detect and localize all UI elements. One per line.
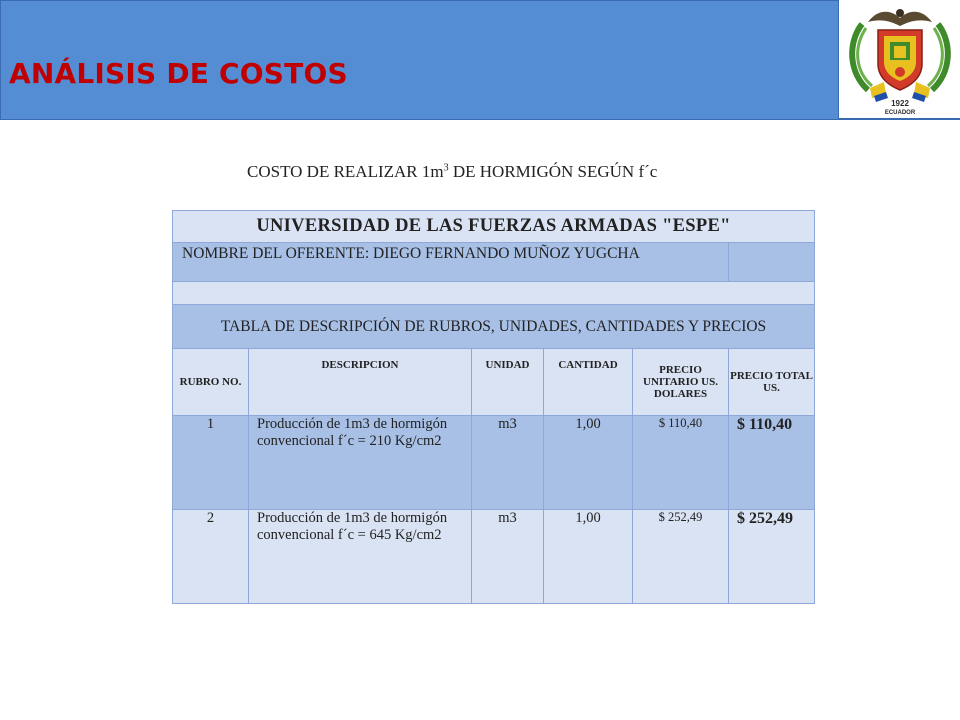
blank-cell xyxy=(173,282,815,305)
header-precio-unitario: PRECIO UNITARIO US. DOLARES xyxy=(633,349,729,416)
cell-rubro: 1 xyxy=(173,416,249,510)
institution-name: UNIVERSIDAD DE LAS FUERZAS ARMADAS "ESPE" xyxy=(173,211,815,243)
cell-rubro: 2 xyxy=(173,510,249,604)
header-rubro: RUBRO NO. xyxy=(173,349,249,416)
table-row xyxy=(173,416,815,510)
page-title: ANÁLISIS DE COSTOS xyxy=(9,57,348,90)
cell-cantidad: 1,00 xyxy=(544,416,633,510)
cell-unidad: m3 xyxy=(472,510,544,604)
caption-superscript: 3 xyxy=(443,162,449,174)
caption-suffix: DE HORMIGÓN SEGÚN f´c xyxy=(448,162,658,181)
cell-descripcion: Producción de 1m3 de hormigón convencional f´c = 645 Kg/cm2 xyxy=(249,510,472,604)
cell-precio-unitario: $ 110,40 xyxy=(633,416,729,510)
cost-table xyxy=(172,210,815,604)
caption-prefix: COSTO DE REALIZAR 1m xyxy=(247,162,444,181)
cell-precio-unitario: $ 252,49 xyxy=(633,510,729,604)
column-header-row xyxy=(173,349,815,416)
header-precio-total: PRECIO TOTAL US. xyxy=(729,349,815,416)
cell-precio-total: $ 110,40 xyxy=(729,416,815,510)
cell-descripcion: Producción de 1m3 de hormigón convencional f´c = 210 Kg/cm2 xyxy=(249,416,472,510)
description-title-row xyxy=(173,305,815,349)
oferente-name: NOMBRE DEL OFERENTE: DIEGO FERNANDO MUÑOZ YUGCHA xyxy=(173,243,729,282)
emblem-country: ECUADOR xyxy=(884,110,916,116)
description-title: TABLA DE DESCRIPCIÓN DE RUBROS, UNIDADES, CANTIDADES Y PRECIOS xyxy=(173,305,815,349)
cell-cantidad: 1,00 xyxy=(544,510,633,604)
emblem-year: 1922 xyxy=(891,99,909,108)
header-unidad: UNIDAD xyxy=(472,349,544,416)
oferente-row xyxy=(173,243,815,282)
cell-unidad: m3 xyxy=(472,416,544,510)
header-cantidad: CANTIDAD xyxy=(544,349,633,416)
header-descripcion: DESCRIPCION xyxy=(249,349,472,416)
table-row xyxy=(173,510,815,604)
header-rule xyxy=(839,118,960,120)
coat-of-arms-emblem xyxy=(844,2,956,117)
table-caption xyxy=(247,162,657,182)
cell-precio-total: $ 252,49 xyxy=(729,510,815,604)
header-band xyxy=(0,0,839,120)
oferente-empty-cell xyxy=(729,243,815,282)
institution-row xyxy=(173,211,815,243)
blank-row xyxy=(173,282,815,305)
